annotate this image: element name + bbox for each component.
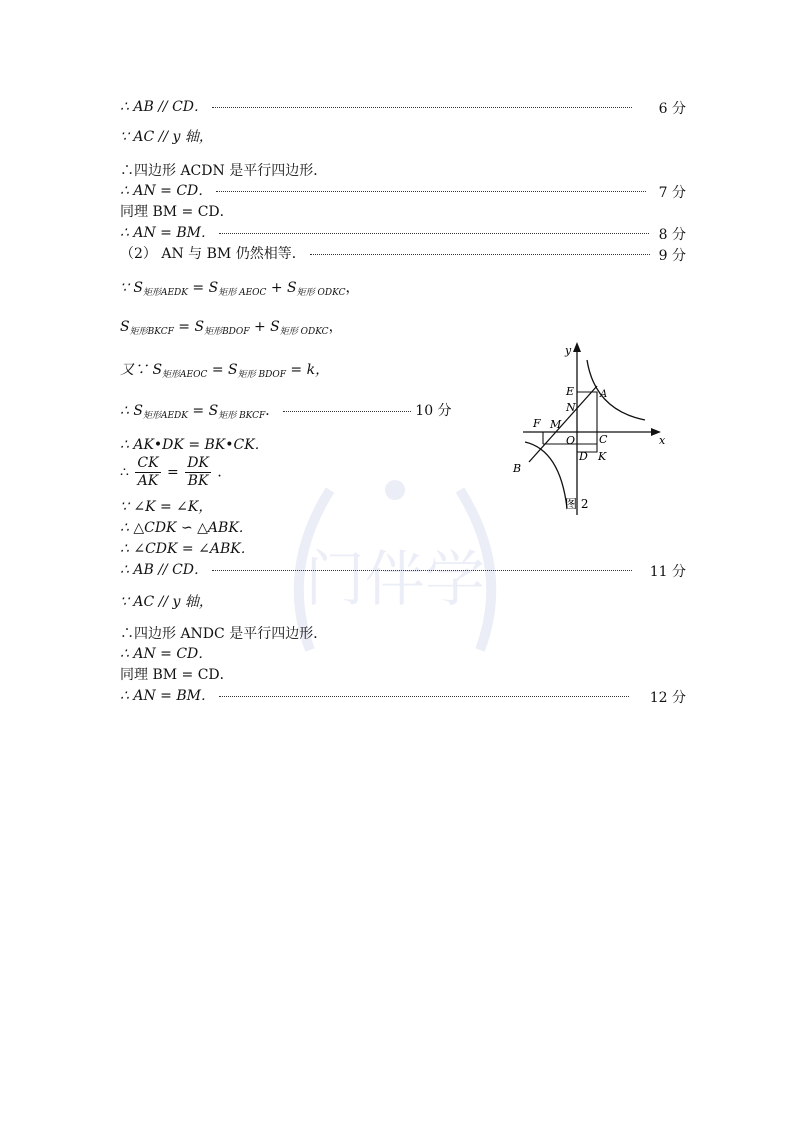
score-7: 7 分 xyxy=(658,185,686,201)
svg-text:B: B xyxy=(513,462,522,475)
line-19: ∴四边形 ANDC 是平行四边形． xyxy=(120,626,328,642)
line-3: ∴四边形 ACDN 是平行四边形． xyxy=(120,163,328,179)
svg-text:N: N xyxy=(566,401,576,414)
line-22: ∴ AN = BM． xyxy=(120,687,633,705)
line-4: ∴ AN = CD． xyxy=(120,182,650,200)
svg-text:M: M xyxy=(550,418,562,431)
figure-2 xyxy=(505,340,670,520)
rect-aedk xyxy=(577,392,597,452)
line-5: 同理 BM = CD． xyxy=(120,204,234,220)
line-16: ∴ ∠CDK = ∠ABK． xyxy=(120,541,255,557)
line-1: ∴ AB // CD． xyxy=(120,98,636,116)
svg-text:O: O xyxy=(566,434,576,447)
score-11: 11 分 xyxy=(649,564,686,580)
line-11: ∴ $S_{矩形AEDK} = S_{矩形 BKCF}$． 10 分 xyxy=(120,403,452,421)
fraction-dk-bk: $\frac{DK}{BK}$ xyxy=(187,455,209,489)
line-9: $S_{矩形BKCF} = S_{矩形BDOF} + S_{矩形 ODKC}$， xyxy=(120,319,343,337)
score-6: 6 分 xyxy=(658,101,686,117)
score-10: 10 分 xyxy=(415,403,452,419)
line-17: ∴ AB // CD． xyxy=(120,561,636,579)
line-13: ∴ $\frac{CK}{AK}$ = $\frac{DK}{BK}$ ． xyxy=(120,455,232,489)
watermark-text: 门伴学 xyxy=(305,545,485,615)
line-18: ∵ AC // y 轴， xyxy=(120,594,213,610)
svg-text:A: A xyxy=(600,389,608,400)
line-8: ∵ $S_{矩形AEDK} = S_{矩形 AEOC} + S_{矩形 ODKC}$， xyxy=(120,280,360,298)
line-12: ∴ AK•DK = BK•CK． xyxy=(120,437,269,453)
line-7: （2） AN 与 BM 仍然相等． xyxy=(120,245,654,263)
line-20: ∴ AN = CD． xyxy=(120,646,213,662)
score-8: 8 分 xyxy=(658,227,686,243)
fraction-ck-ak: $\frac{CK}{AK}$ xyxy=(137,455,159,489)
line-15: ∴ △CDK ∽ △ABK． xyxy=(120,520,253,536)
hyperbola-lower-branch xyxy=(525,442,567,508)
y-axis-arrow xyxy=(573,342,581,352)
svg-text:E: E xyxy=(566,385,575,398)
svg-text:C: C xyxy=(599,433,608,446)
svg-text:K: K xyxy=(598,450,607,463)
line-6: ∴ AN = BM． xyxy=(120,224,653,242)
svg-text:F: F xyxy=(533,417,541,430)
score-12: 12 分 xyxy=(649,690,686,706)
line-2: ∵ AC // y 轴， xyxy=(120,129,213,145)
svg-text:y: y xyxy=(565,344,572,357)
line-21: 同理 BM = CD． xyxy=(120,667,234,683)
svg-text:D: D xyxy=(579,450,588,463)
line-14: ∵ ∠K = ∠K， xyxy=(120,499,213,515)
hyperbola-upper-branch xyxy=(587,360,645,420)
score-9: 9 分 xyxy=(658,248,686,264)
figure-caption: 图 2 xyxy=(565,497,589,511)
svg-text:x: x xyxy=(659,434,666,447)
line-10: 又∵ $S_{矩形AEOC} = S_{矩形 BDOF} = k$， xyxy=(120,362,330,380)
